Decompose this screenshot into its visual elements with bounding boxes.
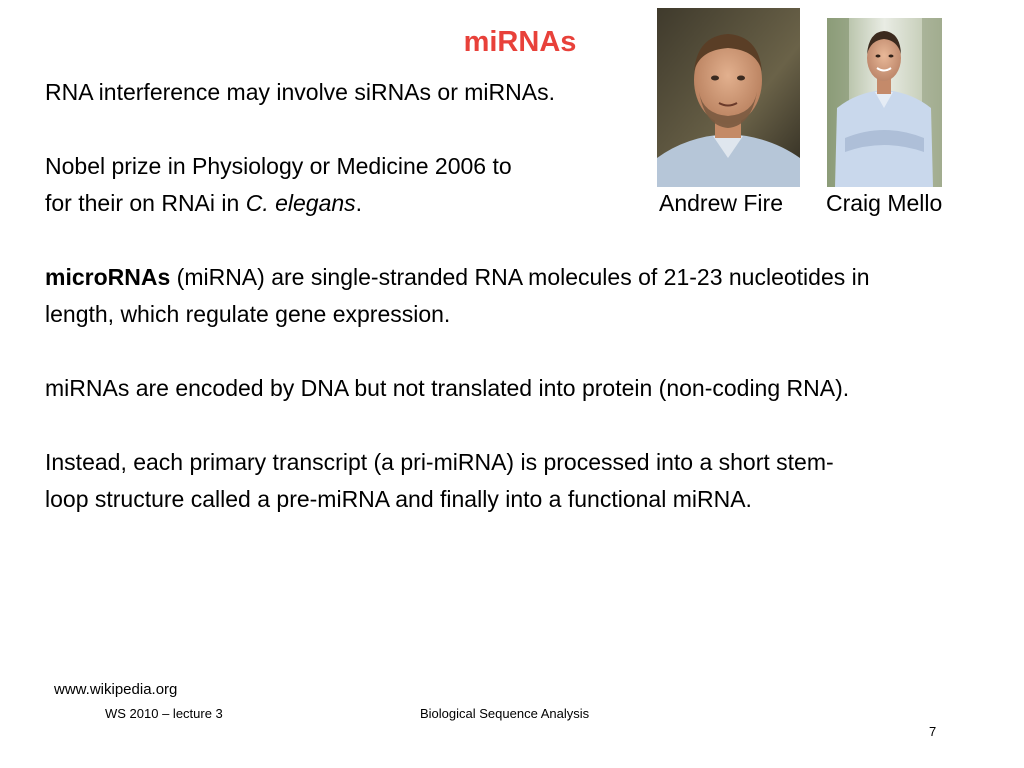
text-line-rnai-prefix: for their on RNAi in (45, 190, 246, 216)
source-credit: www.wikipedia.org (54, 681, 178, 698)
text-line-rnai-suffix: . (355, 190, 363, 216)
page-number: 7 (929, 724, 937, 739)
term-micrornas: microRNAs (45, 264, 171, 290)
text-line-micrornas-rest: (miRNA) are single-stranded RNA molecules of 21-23 nucleotides in (170, 264, 870, 290)
text-line-micrornas-definition (45, 263, 870, 291)
text-line-non-coding: miRNAs are encoded by DNA but not translated into protein (non-coding RNA). (45, 375, 850, 401)
footer-lecture: WS 2010 – lecture 3 (105, 706, 223, 721)
andrew-fire-photo (657, 8, 800, 187)
text-line-loop-structure: loop structure called a pre-miRNA and finally into a functional miRNA. (45, 486, 752, 512)
footer-course: Biological Sequence Analysis (420, 706, 590, 721)
andrew-fire-caption: Andrew Fire (659, 190, 783, 216)
slide-title: miRNAs (463, 26, 577, 58)
text-line-primary-transcript: Instead, each primary transcript (a pri-miRNA) is processed into a short stem- (45, 449, 834, 475)
text-line-rnai-elegans (45, 189, 362, 217)
text-line-gene-expression: length, which regulate gene expression. (45, 301, 451, 327)
craig-mello-photo (827, 18, 942, 187)
species-name: C. elegans (245, 190, 356, 216)
text-line-rna-interference: RNA interference may involve siRNAs or miRNAs. (45, 79, 555, 105)
text-line-nobel-prize: Nobel prize in Physiology or Medicine 2006 to (45, 153, 512, 179)
craig-mello-caption: Craig Mello (826, 190, 943, 216)
